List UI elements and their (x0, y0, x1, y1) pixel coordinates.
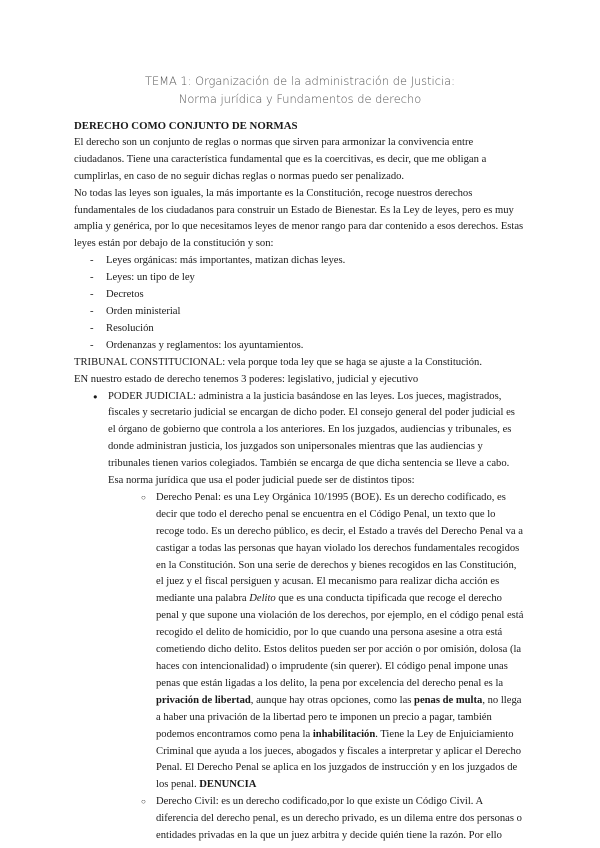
derecho-civil-item: ○ Derecho Civil: es un derecho codificado,por lo que existe un Código Civil. A diferencia del derecho penal, es un derecho privado, es un dilema entre dos personas o entidades privadas en la que un juez arbitra y decide quién tiene la razón. Por ello (142, 794, 524, 845)
intro-paragraph-2: No todas las leyes son iguales, la más importante es la Constitución, recoge nuestros derechos fundamentales de los ciudadanos para construir un Estado de Bienestar. Es la Ley de leyes, pero es muy amplia y genérica, por lo que necesitamos leyes de menor rango para dar contenido a esos derechos. Estas leyes están por debajo de la constitución y son: (74, 187, 524, 250)
privacion-libertad-term: privación de libertad (156, 694, 251, 706)
penas-multa-term: penas de multa (414, 694, 483, 706)
penal-text-1: Derecho Penal: es una Ley Orgánica 10/1995 (BOE). Es un derecho codificado, es decir que todo el derecho penal se encuentra en el Código Penal, un texto que lo recoge todo. Es un derecho público, es decir, el Estado a través del Derecho Penal va a castigar a todas las personas que hayan violado los derechos fundamentales recogidos en la Constitución. Son una serie de derechos y bienes recogidos en las Constitución, el juez y el fiscal persiguen y acusan. El mecanismo para realizar dicha acción es mediante una palabra (156, 491, 523, 605)
title-line-1: TEMA 1: Organización de la administración de Justicia: (145, 74, 455, 88)
document-title (0, 72, 600, 108)
list-item: - Ordenanzas y reglamentos: los ayuntamientos. (91, 338, 524, 355)
powers-list (94, 389, 524, 845)
tribunal-paragraph: TRIBUNAL CONSTITUCIONAL: vela porque toda ley que se haga se ajuste a la Constitución. (74, 356, 482, 368)
law-branches-list (142, 490, 524, 845)
penal-text-4: , no llega a haber una privación de la libertad pero te imponen un precio a pagar, también podemos encontramos como pena la (156, 694, 522, 740)
section-heading: DERECHO COMO CONJUNTO DE NORMAS (74, 120, 298, 132)
poder-judicial-text: PODER JUDICIAL: administra a la justicia basándose en las leyes. Los jueces, magistrados, fiscales y secretario judicial se encargan de dicho poder. El consejo general del poder judicial es el órgano de gobierno que controla a los anteriores. En los juzgados, audiencias y tribunales, es donde administran justicia, los juzgados son unipersonales mientras que las audiencias y tribunales tienen varios colegiados. También se encarga de que dicha sentencia se lleve a cabo. Esa norma jurídica que usa el poder judicial puede ser de distintos tipos: (108, 390, 515, 487)
list-item: - Leyes: un tipo de ley (91, 270, 524, 287)
inhabilitacion-term: inhabilitación (312, 728, 376, 740)
list-item: - Orden ministerial (91, 304, 524, 321)
list-item: - Resolución (91, 321, 524, 338)
delito-term: Delito (249, 593, 276, 605)
penal-text-3: , aunque hay otras opciones, como las (250, 694, 415, 706)
document-body (74, 118, 524, 845)
intro-paragraph-1: El derecho son un conjunto de reglas o normas que sirven para armonizar la convivencia entre ciudadanos. Tiene una característica fundamental que es la coercitivas, es decir, que me obligan a cumplirlas, en caso de no seguir dichas reglas o normas puedo ser penalizado. (74, 136, 487, 182)
list-item: - Decretos (91, 287, 524, 304)
law-types-list (91, 253, 524, 354)
poder-judicial-item (94, 389, 524, 845)
denuncia-term: DENUNCIA (199, 779, 257, 791)
powers-paragraph: EN nuestro estado de derecho tenemos 3 poderes: legislativo, judicial y ejecutivo (74, 373, 419, 385)
penal-text-2: que es una conducta tipificada que recoge el derecho penal y que supone una violación de los derechos, por ejemplo, en el código penal está recogido el delito de homicidio, por lo que cuando una persona asesine a otra está cometiendo dicho delito. Estos delitos pueden ser por acción o por omisión, dolosa (la haces con intencionalidad) o imprudente (sin querer). El código penal impone unas penas que están ligadas a los delito, la pena por excelencia del derecho penal es la (156, 593, 524, 689)
list-item: - Leyes orgánicas: más importantes, matizan dichas leyes. (91, 253, 524, 270)
title-line-2: Norma jurídica y Fundamentos de derecho (178, 92, 422, 106)
penal-text-5: . Tiene la Ley de Enjuiciamiento Criminal que ayuda a los jueces, abogados y fiscales a interpretar y aplicar el Derecho Penal. El Derecho Penal se aplica en los juzgados de instrucción y en los juzgados de los penal. (156, 728, 522, 791)
derecho-penal-item (142, 490, 524, 794)
